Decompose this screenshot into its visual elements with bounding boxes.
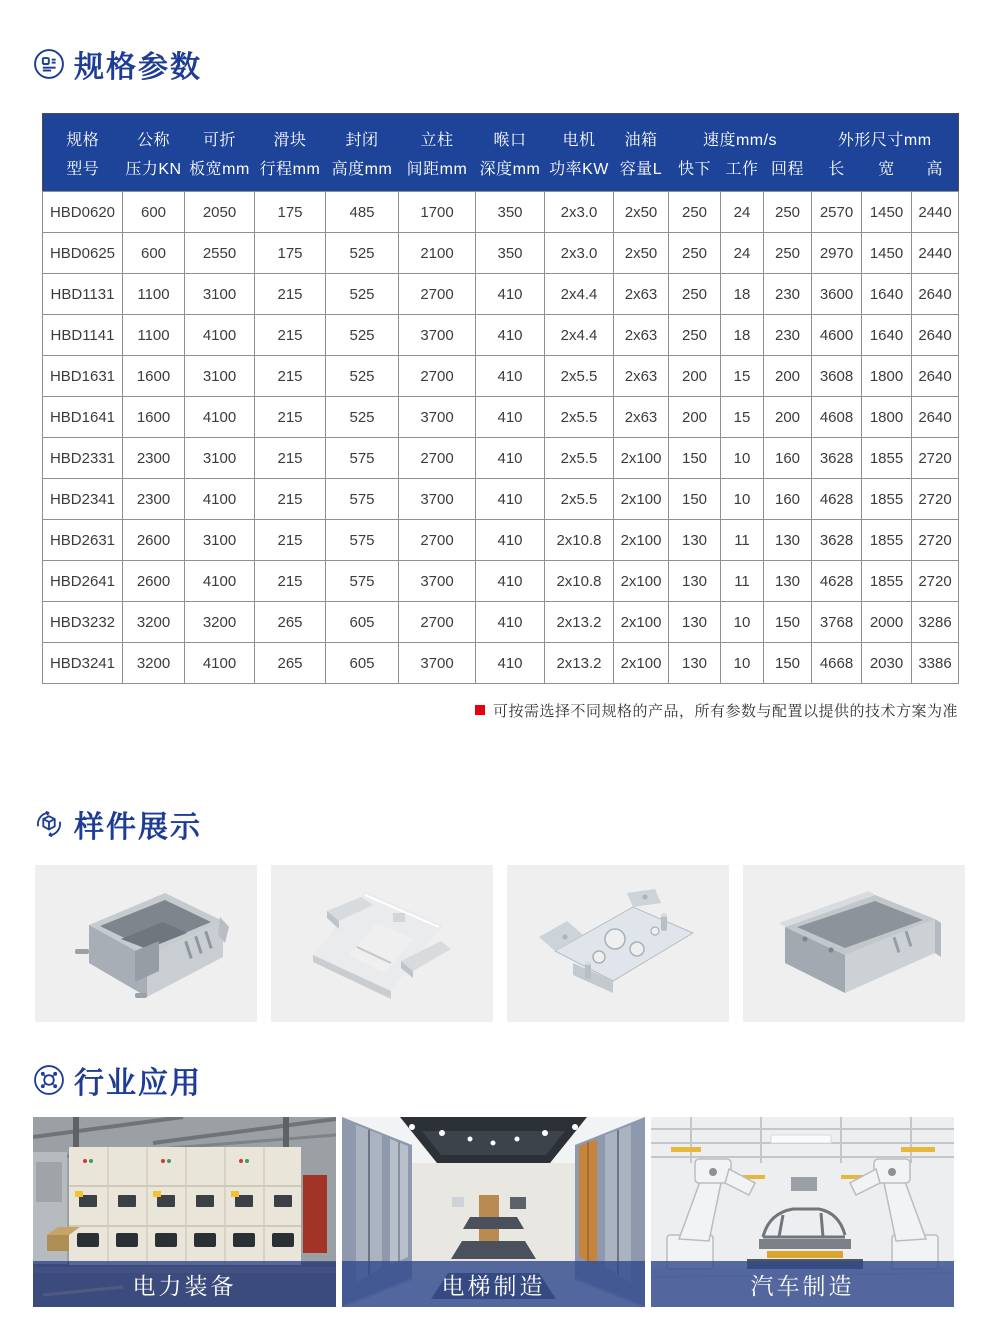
col-header: 功率KW: [545, 153, 614, 192]
col-subheader: 宽: [862, 153, 912, 192]
spec-cell: HBD2341: [43, 479, 123, 520]
industry-caption-elevator: [342, 1261, 645, 1307]
col-header: 可折: [185, 114, 255, 153]
spec-cell: 2700: [399, 274, 476, 315]
spec-cell: 2x3.0: [545, 233, 614, 274]
spec-cell: 1100: [123, 315, 185, 356]
col-header: 容量L: [614, 153, 669, 192]
col-header: 公称: [123, 114, 185, 153]
spec-cell: 4100: [185, 561, 255, 602]
col-header: 行程mm: [255, 153, 326, 192]
network-circle-icon: [33, 1064, 65, 1096]
spec-cell: 2x100: [614, 602, 669, 643]
spec-cell: 410: [476, 397, 545, 438]
spec-cell: 10: [721, 438, 764, 479]
spec-cell: 2440: [912, 233, 959, 274]
spec-cell: 1640: [862, 274, 912, 315]
spec-cell: 575: [326, 438, 399, 479]
spec-table-container: [42, 113, 958, 684]
spec-cell: HBD2631: [43, 520, 123, 561]
spec-cell: 2030: [862, 643, 912, 684]
spec-row: [43, 561, 959, 602]
spec-cell: 3100: [185, 356, 255, 397]
spec-cell: 11: [721, 520, 764, 561]
spec-cell: 215: [255, 561, 326, 602]
spec-cell: 215: [255, 438, 326, 479]
spec-list-icon: [33, 48, 65, 80]
col-header: 板宽mm: [185, 153, 255, 192]
spec-cell: 3100: [185, 520, 255, 561]
specs-section-title: 规格参数: [74, 51, 202, 84]
spec-cell: 3200: [123, 602, 185, 643]
spec-cell: 2x5.5: [545, 397, 614, 438]
spec-cell: 600: [123, 192, 185, 233]
spec-cell: 2x63: [614, 315, 669, 356]
spec-cell: 3628: [812, 438, 862, 479]
spec-cell: 410: [476, 479, 545, 520]
red-square-bullet-icon: [475, 705, 485, 715]
spec-cell: 3700: [399, 397, 476, 438]
spec-cell: 2x4.4: [545, 274, 614, 315]
col-header: 压力KN: [123, 153, 185, 192]
spec-cell: 575: [326, 520, 399, 561]
spec-cell: HBD0620: [43, 192, 123, 233]
spec-row: [43, 192, 959, 233]
spec-cell: HBD3241: [43, 643, 123, 684]
spec-cell: 410: [476, 274, 545, 315]
spec-cell: 3768: [812, 602, 862, 643]
spec-cell: 200: [764, 397, 812, 438]
spec-cell: 215: [255, 479, 326, 520]
col-subheader: 高: [912, 153, 959, 192]
spec-cell: 150: [669, 438, 721, 479]
sample-part-1: [35, 865, 257, 1022]
spec-cell: 250: [764, 192, 812, 233]
samples-section-header: [33, 802, 202, 846]
spec-cell: 4608: [812, 397, 862, 438]
spec-cell: 4100: [185, 397, 255, 438]
spec-cell: 2700: [399, 356, 476, 397]
spec-cell: 200: [764, 356, 812, 397]
spec-cell: 525: [326, 356, 399, 397]
spec-cell: HBD1631: [43, 356, 123, 397]
spec-cell: 1450: [862, 192, 912, 233]
spec-cell: 10: [721, 643, 764, 684]
industry-gallery: [33, 1117, 967, 1307]
spec-cell: 3386: [912, 643, 959, 684]
spec-cell: 160: [764, 438, 812, 479]
sample-gallery: [35, 865, 965, 1022]
spec-cell: 2050: [185, 192, 255, 233]
spec-cell: 3700: [399, 479, 476, 520]
spec-cell: 410: [476, 315, 545, 356]
spec-cell: 175: [255, 192, 326, 233]
spec-cell: 525: [326, 397, 399, 438]
spec-row: [43, 356, 959, 397]
col-header: 电机: [545, 114, 614, 153]
spec-cell: 2x100: [614, 520, 669, 561]
spec-cell: 18: [721, 274, 764, 315]
spec-cell: 2x50: [614, 192, 669, 233]
spec-cell: 1855: [862, 438, 912, 479]
spec-cell: 2640: [912, 274, 959, 315]
spec-row: [43, 315, 959, 356]
spec-cell: 2x63: [614, 397, 669, 438]
spec-cell: 3286: [912, 602, 959, 643]
spec-cell: 230: [764, 315, 812, 356]
spec-cell: 525: [326, 274, 399, 315]
spec-row: [43, 438, 959, 479]
spec-cell: 2720: [912, 438, 959, 479]
spec-cell: 605: [326, 643, 399, 684]
spec-cell: 1600: [123, 356, 185, 397]
table-footnote: [42, 700, 958, 721]
spec-cell: 2600: [123, 561, 185, 602]
spec-table-body: [43, 192, 959, 684]
spec-cell: 130: [764, 520, 812, 561]
industries-section-header: [33, 1058, 202, 1102]
sample-part-4: [743, 865, 965, 1022]
spec-cell: 410: [476, 356, 545, 397]
col-subheader: 回程: [764, 153, 812, 192]
col-header: 封闭: [326, 114, 399, 153]
col-header: 深度mm: [476, 153, 545, 192]
spec-cell: 2550: [185, 233, 255, 274]
spec-cell: 215: [255, 315, 326, 356]
spec-cell: 2x3.0: [545, 192, 614, 233]
spec-cell: 2x13.2: [545, 602, 614, 643]
sample-part-2: [271, 865, 493, 1022]
spec-table-header: [43, 114, 959, 192]
sheet-metal-box-image: [35, 865, 257, 1022]
spec-cell: 250: [764, 233, 812, 274]
col-subheader: 工作: [721, 153, 764, 192]
spec-cell: 2720: [912, 479, 959, 520]
spec-cell: 2720: [912, 561, 959, 602]
spec-cell: 2x63: [614, 274, 669, 315]
spec-cell: 2x5.5: [545, 479, 614, 520]
spec-cell: 4600: [812, 315, 862, 356]
industry-caption-power: [33, 1261, 336, 1307]
spec-cell: 10: [721, 602, 764, 643]
spec-cell: 2x5.5: [545, 438, 614, 479]
spec-cell: 250: [669, 315, 721, 356]
spec-cell: 4100: [185, 479, 255, 520]
spec-cell: 2700: [399, 520, 476, 561]
spec-cell: HBD2641: [43, 561, 123, 602]
spec-row: [43, 479, 959, 520]
industry-label: 电梯制造: [441, 1272, 546, 1299]
spec-cell: 2640: [912, 356, 959, 397]
specs-section-header: [33, 42, 202, 86]
col-header: 间距mm: [399, 153, 476, 192]
spec-cell: 215: [255, 397, 326, 438]
col-header: 立柱: [399, 114, 476, 153]
spec-cell: 2300: [123, 438, 185, 479]
spec-cell: 3700: [399, 315, 476, 356]
spec-cell: 4100: [185, 643, 255, 684]
spec-cell: 525: [326, 233, 399, 274]
spec-cell: 1855: [862, 561, 912, 602]
spec-cell: 1800: [862, 356, 912, 397]
spec-cell: 410: [476, 561, 545, 602]
spec-cell: 2720: [912, 520, 959, 561]
spec-cell: 24: [721, 233, 764, 274]
spec-cell: 4668: [812, 643, 862, 684]
spec-cell: 15: [721, 356, 764, 397]
rotating-box-icon: [33, 808, 65, 840]
spec-cell: 2x10.8: [545, 561, 614, 602]
industry-card-automobile: [651, 1117, 954, 1307]
spec-cell: HBD1141: [43, 315, 123, 356]
u-channel-bracket-image: [271, 865, 493, 1022]
spec-cell: 10: [721, 479, 764, 520]
sample-part-3: [507, 865, 729, 1022]
spec-cell: 2x13.2: [545, 643, 614, 684]
spec-cell: 4628: [812, 561, 862, 602]
spec-cell: 250: [669, 274, 721, 315]
spec-cell: 2x63: [614, 356, 669, 397]
spec-cell: 250: [669, 233, 721, 274]
spec-cell: 3700: [399, 643, 476, 684]
footnote-text: 可按需选择不同规格的产品，所有参数与配置以提供的技术方案为准: [492, 703, 958, 720]
spec-cell: 600: [123, 233, 185, 274]
spec-cell: HBD1131: [43, 274, 123, 315]
spec-cell: 1450: [862, 233, 912, 274]
spec-cell: 410: [476, 438, 545, 479]
spec-cell: 1800: [862, 397, 912, 438]
spec-row: [43, 643, 959, 684]
spec-cell: 1600: [123, 397, 185, 438]
spec-cell: 605: [326, 602, 399, 643]
spec-cell: 150: [764, 602, 812, 643]
spec-cell: 410: [476, 643, 545, 684]
col-group-speed: 速度mm/s: [669, 114, 812, 153]
spec-row: [43, 397, 959, 438]
spec-cell: 2570: [812, 192, 862, 233]
spec-cell: 150: [669, 479, 721, 520]
spec-cell: 2640: [912, 315, 959, 356]
spec-cell: 2x100: [614, 643, 669, 684]
spec-cell: 350: [476, 192, 545, 233]
spec-cell: 1855: [862, 520, 912, 561]
spec-cell: 485: [326, 192, 399, 233]
spec-cell: 200: [669, 397, 721, 438]
col-header: 滑块: [255, 114, 326, 153]
spec-cell: 2300: [123, 479, 185, 520]
spec-cell: 575: [326, 479, 399, 520]
spec-cell: 15: [721, 397, 764, 438]
spec-cell: 2x10.8: [545, 520, 614, 561]
spec-cell: 4100: [185, 315, 255, 356]
spec-table: [42, 113, 959, 684]
spec-row: [43, 602, 959, 643]
spec-cell: 3200: [123, 643, 185, 684]
spec-cell: 410: [476, 602, 545, 643]
spec-cell: 130: [669, 643, 721, 684]
spec-row: [43, 520, 959, 561]
spec-cell: 160: [764, 479, 812, 520]
industries-section-title: 行业应用: [74, 1067, 202, 1100]
spec-cell: 215: [255, 274, 326, 315]
bracket-with-holes-image: [507, 865, 729, 1022]
spec-cell: 215: [255, 520, 326, 561]
col-header: 规格: [43, 114, 123, 153]
spec-cell: 150: [764, 643, 812, 684]
spec-cell: 130: [669, 561, 721, 602]
col-header: 高度mm: [326, 153, 399, 192]
spec-cell: 130: [669, 602, 721, 643]
spec-cell: HBD3232: [43, 602, 123, 643]
spec-cell: HBD0625: [43, 233, 123, 274]
spec-cell: 1640: [862, 315, 912, 356]
spec-cell: HBD1641: [43, 397, 123, 438]
spec-cell: 175: [255, 233, 326, 274]
spec-cell: 2100: [399, 233, 476, 274]
metal-tray-image: [743, 865, 965, 1022]
spec-cell: 1100: [123, 274, 185, 315]
spec-cell: 3700: [399, 561, 476, 602]
spec-cell: 130: [669, 520, 721, 561]
spec-cell: 11: [721, 561, 764, 602]
spec-cell: 2970: [812, 233, 862, 274]
spec-cell: 3100: [185, 274, 255, 315]
spec-cell: 350: [476, 233, 545, 274]
spec-cell: 1700: [399, 192, 476, 233]
spec-cell: 2640: [912, 397, 959, 438]
spec-cell: 230: [764, 274, 812, 315]
spec-cell: 3628: [812, 520, 862, 561]
col-group-dimensions: 外形尺寸mm: [812, 114, 959, 153]
col-header: 喉口: [476, 114, 545, 153]
industry-caption-automobile: [651, 1261, 954, 1307]
spec-cell: 525: [326, 315, 399, 356]
spec-cell: 2600: [123, 520, 185, 561]
industry-card-power: [33, 1117, 336, 1307]
spec-cell: 265: [255, 643, 326, 684]
spec-cell: 3100: [185, 438, 255, 479]
spec-cell: 4628: [812, 479, 862, 520]
spec-row: [43, 274, 959, 315]
spec-cell: 2x100: [614, 479, 669, 520]
samples-section-title: 样件展示: [74, 811, 202, 844]
industry-label: 电力装备: [132, 1272, 237, 1299]
spec-cell: 2000: [862, 602, 912, 643]
spec-cell: 2x100: [614, 561, 669, 602]
industry-label: 汽车制造: [750, 1272, 855, 1299]
spec-cell: 575: [326, 561, 399, 602]
spec-cell: 200: [669, 356, 721, 397]
spec-cell: 18: [721, 315, 764, 356]
spec-row: [43, 233, 959, 274]
spec-cell: 1855: [862, 479, 912, 520]
spec-cell: 3200: [185, 602, 255, 643]
spec-cell: 2x4.4: [545, 315, 614, 356]
spec-cell: 130: [764, 561, 812, 602]
spec-cell: 250: [669, 192, 721, 233]
spec-cell: 24: [721, 192, 764, 233]
spec-cell: 265: [255, 602, 326, 643]
col-header: 油箱: [614, 114, 669, 153]
spec-cell: 2x5.5: [545, 356, 614, 397]
spec-cell: 2440: [912, 192, 959, 233]
col-subheader: 长: [812, 153, 862, 192]
spec-cell: 2700: [399, 602, 476, 643]
spec-cell: 2x50: [614, 233, 669, 274]
spec-cell: 3600: [812, 274, 862, 315]
spec-cell: 410: [476, 520, 545, 561]
industry-card-elevator: [342, 1117, 645, 1307]
spec-cell: HBD2331: [43, 438, 123, 479]
spec-cell: 2x100: [614, 438, 669, 479]
col-header: 型号: [43, 153, 123, 192]
spec-cell: 2700: [399, 438, 476, 479]
spec-cell: 3608: [812, 356, 862, 397]
col-subheader: 快下: [669, 153, 721, 192]
spec-cell: 215: [255, 356, 326, 397]
